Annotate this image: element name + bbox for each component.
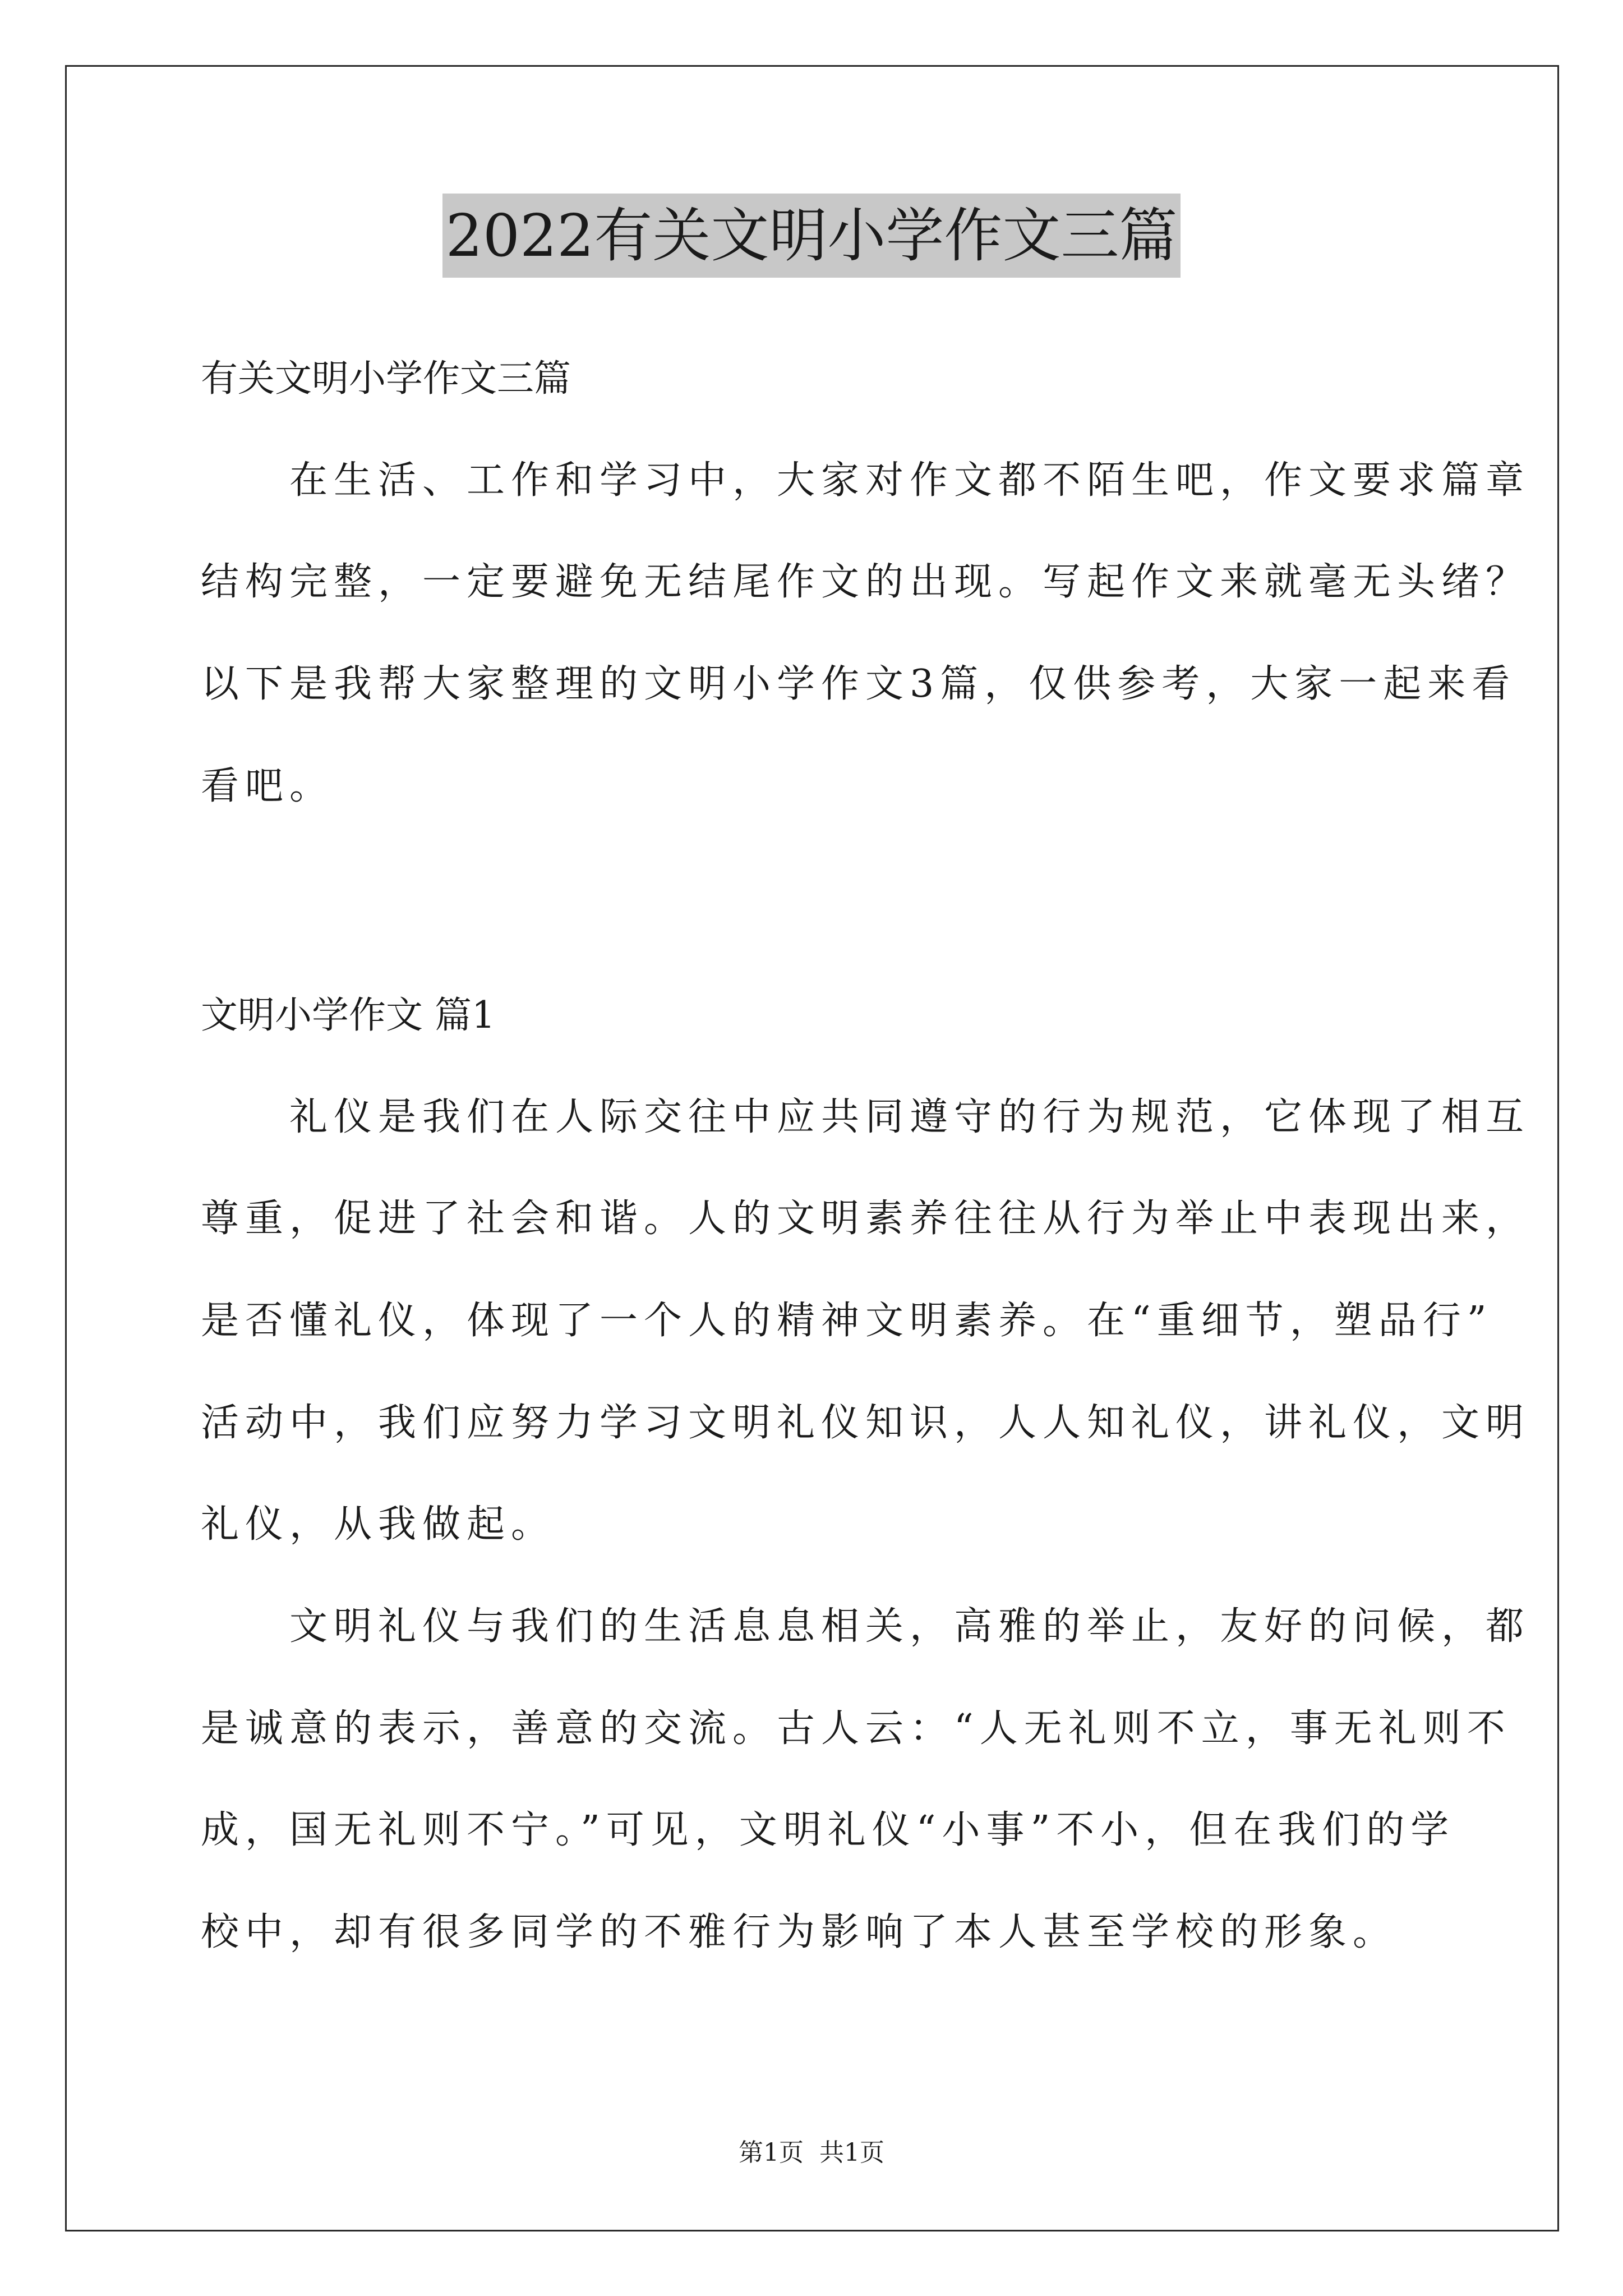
paragraph-line: 礼仪是我们在人际交往中应共同遵守的行为规范，它体现了相互	[201, 1095, 1530, 1139]
paragraph-line: 活动中，我们应努力学习文明礼仪知识，人人知礼仪，讲礼仪，文明	[201, 1401, 1530, 1445]
section-heading: 文明小学作文 篇1	[201, 993, 495, 1037]
page-number-total: 共1页	[819, 2138, 884, 2167]
paragraph-line: 是诚意的表示，善意的交流。古人云：“人无礼则不立，事无礼则不	[201, 1706, 1511, 1751]
title-container	[0, 194, 1623, 278]
document-title: 2022有关文明小学作文三篇	[442, 194, 1181, 278]
paragraph-line: 是否懂礼仪，体现了一个人的精神文明素养。在“重细节，塑品行”	[201, 1299, 1493, 1343]
subtitle: 有关文明小学作文三篇	[201, 357, 571, 400]
paragraph-line: 校中，却有很多同学的不雅行为影响了本人甚至学校的形象。	[201, 1910, 1398, 1954]
page-number-current: 第1页	[739, 2138, 804, 2167]
intro-line: 结构完整，一定要避免无结尾作文的出现。写起作文来就毫无头绪？	[201, 560, 1530, 604]
paragraph-line: 文明礼仪与我们的生活息息相关，高雅的举止，友好的问候，都	[201, 1604, 1530, 1649]
paragraph-line: 成，国无礼则不宁。”可见，文明礼仪“小事”不小，但在我们的学	[201, 1808, 1455, 1852]
intro-line: 看吧。	[201, 764, 334, 808]
intro-line: 在生活、工作和学习中，大家对作文都不陌生吧，作文要求篇章	[201, 458, 1530, 503]
page-footer	[0, 2136, 1623, 2170]
intro-line: 以下是我帮大家整理的文明小学作文3篇，仅供参考，大家一起来看	[201, 662, 1516, 706]
paragraph-line: 尊重，促进了社会和谐。人的文明素养往往从行为举止中表现出来，	[201, 1197, 1530, 1241]
paragraph-line: 礼仪，从我做起。	[201, 1502, 556, 1547]
